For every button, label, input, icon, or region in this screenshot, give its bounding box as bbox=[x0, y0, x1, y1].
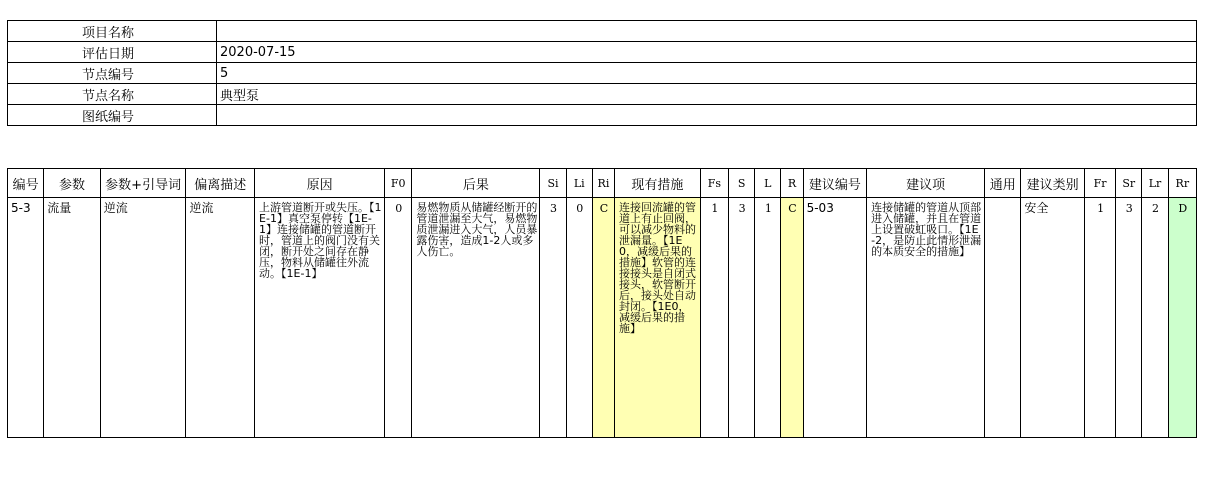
cell-s: 3 bbox=[728, 198, 754, 438]
cell-f0: 0 bbox=[385, 198, 412, 438]
info-label: 节点名称 bbox=[8, 84, 217, 105]
info-row-eval-date bbox=[8, 42, 1197, 63]
col-header-rec-id: 建议编号 bbox=[803, 169, 867, 198]
col-header-si: Si bbox=[540, 169, 566, 198]
cell-rec-id: 5-03 bbox=[803, 198, 867, 438]
cell-li: 0 bbox=[566, 198, 592, 438]
info-value bbox=[217, 105, 1197, 126]
table-header-row bbox=[8, 169, 1197, 198]
info-value bbox=[217, 21, 1197, 42]
col-header-safeguards: 现有措施 bbox=[615, 169, 701, 198]
info-row-drawing-id bbox=[8, 105, 1197, 126]
cell-safeguards: 连接回流罐的管道上有止回阀，可以减少物料的泄漏量。【1E0，减缓后果的措施】软管的连接接头是自闭式接头，软管断开后，接头处自动封闭。【1E0，减缓后果的措施】 bbox=[615, 198, 701, 438]
hazop-analysis-table bbox=[7, 168, 1197, 438]
col-header-fr: Fr bbox=[1084, 169, 1115, 198]
cell-ri-risk-badge: C bbox=[592, 198, 614, 438]
cell-general bbox=[985, 198, 1021, 438]
col-header-l: L bbox=[755, 169, 781, 198]
cell-recommendation: 连接储罐的管道从顶部进入储罐，并且在管道上设置破虹吸口。【1E-2，是防止此情形泄漏的本质安全的措施】 bbox=[867, 198, 985, 438]
col-header-rec-type: 建议类别 bbox=[1021, 169, 1085, 198]
cell-fs: 1 bbox=[700, 198, 728, 438]
col-header-parameter: 参数 bbox=[44, 169, 100, 198]
col-header-recommendation: 建议项 bbox=[867, 169, 985, 198]
info-value: 2020-07-15 bbox=[217, 42, 1197, 63]
cell-parameter: 流量 bbox=[44, 198, 100, 438]
col-header-li: Li bbox=[566, 169, 592, 198]
info-value: 5 bbox=[217, 63, 1197, 84]
info-label: 评估日期 bbox=[8, 42, 217, 63]
col-header-r: R bbox=[781, 169, 803, 198]
table-row bbox=[8, 198, 1197, 438]
info-value: 典型泵 bbox=[217, 84, 1197, 105]
cell-parameter-guideword: 逆流 bbox=[100, 198, 186, 438]
col-header-consequence: 后果 bbox=[412, 169, 540, 198]
cell-l: 1 bbox=[755, 198, 781, 438]
cell-si: 3 bbox=[540, 198, 566, 438]
info-row-project-name bbox=[8, 21, 1197, 42]
cell-rec-type: 安全 bbox=[1021, 198, 1085, 438]
col-header-f0: F0 bbox=[385, 169, 412, 198]
info-label: 项目名称 bbox=[8, 21, 217, 42]
col-header-ri: Ri bbox=[592, 169, 614, 198]
cell-id: 5-3 bbox=[8, 198, 44, 438]
cell-fr: 1 bbox=[1084, 198, 1115, 438]
cell-deviation: 逆流 bbox=[186, 198, 255, 438]
cell-cause: 上游管道断开或失压。【1E-1】真空泵停转【1E-1】连接储罐的管道断开时，管道上的阀门没有关闭，断开处之间存在静压，物料从储罐往外流动。【1E-1】 bbox=[255, 198, 385, 438]
col-header-sr: Sr bbox=[1116, 169, 1142, 198]
cell-r-risk-badge: C bbox=[781, 198, 803, 438]
col-header-s: S bbox=[728, 169, 754, 198]
col-header-fs: Fs bbox=[700, 169, 728, 198]
col-header-rr: Rr bbox=[1168, 169, 1196, 198]
col-header-id: 编号 bbox=[8, 169, 44, 198]
info-row-node-name bbox=[8, 84, 1197, 105]
cell-consequence: 易燃物质从储罐经断开的管道泄漏至大气，易燃物质泄漏进入大气，人员暴露伤害，造成1-2人或多人伤亡。 bbox=[412, 198, 540, 438]
cell-rr-risk-badge: D bbox=[1168, 198, 1196, 438]
info-row-node-id bbox=[8, 63, 1197, 84]
col-header-lr: Lr bbox=[1142, 169, 1168, 198]
col-header-cause: 原因 bbox=[255, 169, 385, 198]
col-header-general: 通用 bbox=[985, 169, 1021, 198]
info-label: 图纸编号 bbox=[8, 105, 217, 126]
col-header-parameter-guideword: 参数+引导词 bbox=[100, 169, 186, 198]
cell-lr: 2 bbox=[1142, 198, 1168, 438]
info-label: 节点编号 bbox=[8, 63, 217, 84]
cell-sr: 3 bbox=[1116, 198, 1142, 438]
col-header-deviation: 偏离描述 bbox=[186, 169, 255, 198]
project-info-table bbox=[7, 20, 1197, 126]
